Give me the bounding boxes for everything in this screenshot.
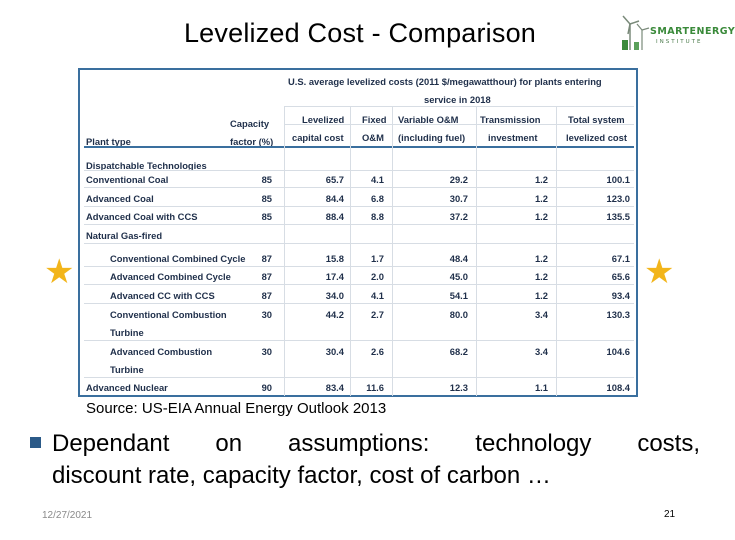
cell-variable-7: 68.2 [449,346,468,357]
cell-total-5: 93.4 [611,290,630,301]
cell-capital-5: 34.0 [325,290,344,301]
header-capital-2: capital cost [292,132,344,143]
footer-page-number: 21 [664,509,676,520]
cell-capital-3: 15.8 [325,253,344,264]
cell-cf-2: 85 [261,211,272,222]
cell-capital-7: 30.4 [325,346,344,357]
cell-cf-1: 85 [261,193,272,204]
row-name-2: Advanced Coal with CCS [86,211,198,222]
source-note: Source: US-EIA Annual Energy Outlook 2013 [86,400,387,417]
star-icon-right: ★ [644,252,675,292]
cell-trans-0: 1.2 [534,174,548,185]
row-name-5: Advanced CC with CCS [110,290,215,301]
cell-total-6: 130.3 [606,309,630,320]
cell-trans-2: 1.2 [534,211,548,222]
smart-energy-logo [620,10,735,58]
cell-cf-4: 87 [261,271,272,282]
cell-cf-6: 30 [261,309,272,320]
cell-total-2: 135.5 [606,211,630,222]
bullet-square-icon [30,437,41,448]
cell-cf-7: 30 [261,346,272,357]
header-variable-1: Variable O&M [398,114,459,125]
cell-trans-1: 1.2 [534,193,548,204]
cell-fixed-3: 1.7 [370,253,384,264]
header-variable-2: (including fuel) [398,132,466,143]
header-capital-1: Levelized [302,114,345,125]
header-capacity-2: factor (%) [230,136,274,147]
cell-variable-2: 37.2 [449,211,468,222]
row-name-1: Advanced Coal [86,193,154,204]
slide-title: Levelized Cost - Comparison [183,18,537,48]
footer-date: 12/27/2021 [42,510,93,521]
bullet-point [30,428,700,492]
cell-total-7: 104.6 [606,346,630,357]
cell-capital-1: 84.4 [325,193,344,204]
row-name-4: Advanced Combined Cycle [110,271,231,282]
cell-total-4: 65.6 [611,271,630,282]
header-total-1: Total system [568,114,625,125]
row-name-0: Conventional Coal [86,174,169,185]
cell-trans-4: 1.2 [534,271,548,282]
cell-cf-3: 87 [261,253,272,264]
cell-cf-5: 87 [261,290,272,301]
cell-capital-2: 88.4 [325,211,344,222]
logo-subtitle: INSTITUTE [656,39,703,45]
cell-fixed-1: 6.8 [370,193,384,204]
row-name2-7: Turbine [110,364,144,375]
cell-capital-8: 83.4 [325,382,344,393]
cell-capital-4: 17.4 [325,271,344,282]
cell-cf-0: 85 [261,174,272,185]
header-transmission-2: investment [488,132,538,143]
cell-fixed-6: 2.7 [370,309,384,320]
cell-variable-5: 54.1 [449,290,468,301]
bullet-line-1: Dependant on assumptions: technology costs, [52,430,700,457]
header-capacity-1: Capacity [230,118,270,129]
header-plant-type: Plant type [86,136,131,147]
cell-total-0: 100.1 [606,174,630,185]
cell-capital-6: 44.2 [325,309,344,320]
cell-variable-6: 80.0 [449,309,468,320]
cell-fixed-2: 8.8 [370,211,384,222]
row-name-7: Advanced Combustion [110,346,213,357]
row-name2-6: Turbine [110,327,144,338]
section-natural-gas: Natural Gas-fired [86,230,163,241]
header-fixed-1: Fixed [362,114,387,125]
table-caption-line1: U.S. average levelized costs (2011 $/megawatthour) for plants entering [288,76,602,87]
table-caption-line2: service in 2018 [424,94,491,105]
cell-variable-1: 30.7 [449,193,468,204]
cell-variable-8: 12.3 [449,382,468,393]
cell-fixed-0: 4.1 [370,174,384,185]
cell-trans-5: 1.2 [534,290,548,301]
header-total-2: levelized cost [566,132,627,143]
cell-variable-4: 45.0 [449,271,468,282]
cell-cf-8: 90 [261,382,272,393]
cell-fixed-4: 2.0 [370,271,384,282]
star-icon-left: ★ [44,252,75,292]
cell-total-3: 67.1 [611,253,630,264]
row-name-3: Conventional Combined Cycle [110,253,246,264]
section-dispatchable: Dispatchable Technologies [86,160,207,171]
cell-fixed-5: 4.1 [370,290,384,301]
cell-trans-7: 3.4 [534,346,548,357]
header-transmission-1: Transmission [480,114,541,125]
logo-name: SMARTENERGY [650,26,735,37]
cell-total-8: 108.4 [606,382,630,393]
bullet-line-2: discount rate, capacity factor, cost of carbon … [52,462,551,489]
cell-trans-8: 1.1 [534,382,548,393]
row-name-6: Conventional Combustion [110,309,227,320]
cell-trans-6: 3.4 [534,309,548,320]
cell-variable-0: 29.2 [449,174,468,185]
levelized-cost-table [78,68,638,397]
cell-trans-3: 1.2 [534,253,548,264]
cell-capital-0: 65.7 [325,174,344,185]
row-name-8: Advanced Nuclear [86,382,168,393]
cell-variable-3: 48.4 [449,253,468,264]
cell-fixed-7: 2.6 [370,346,384,357]
cell-total-1: 123.0 [606,193,630,204]
header-fixed-2: O&M [362,132,384,143]
cell-fixed-8: 11.6 [366,382,384,393]
